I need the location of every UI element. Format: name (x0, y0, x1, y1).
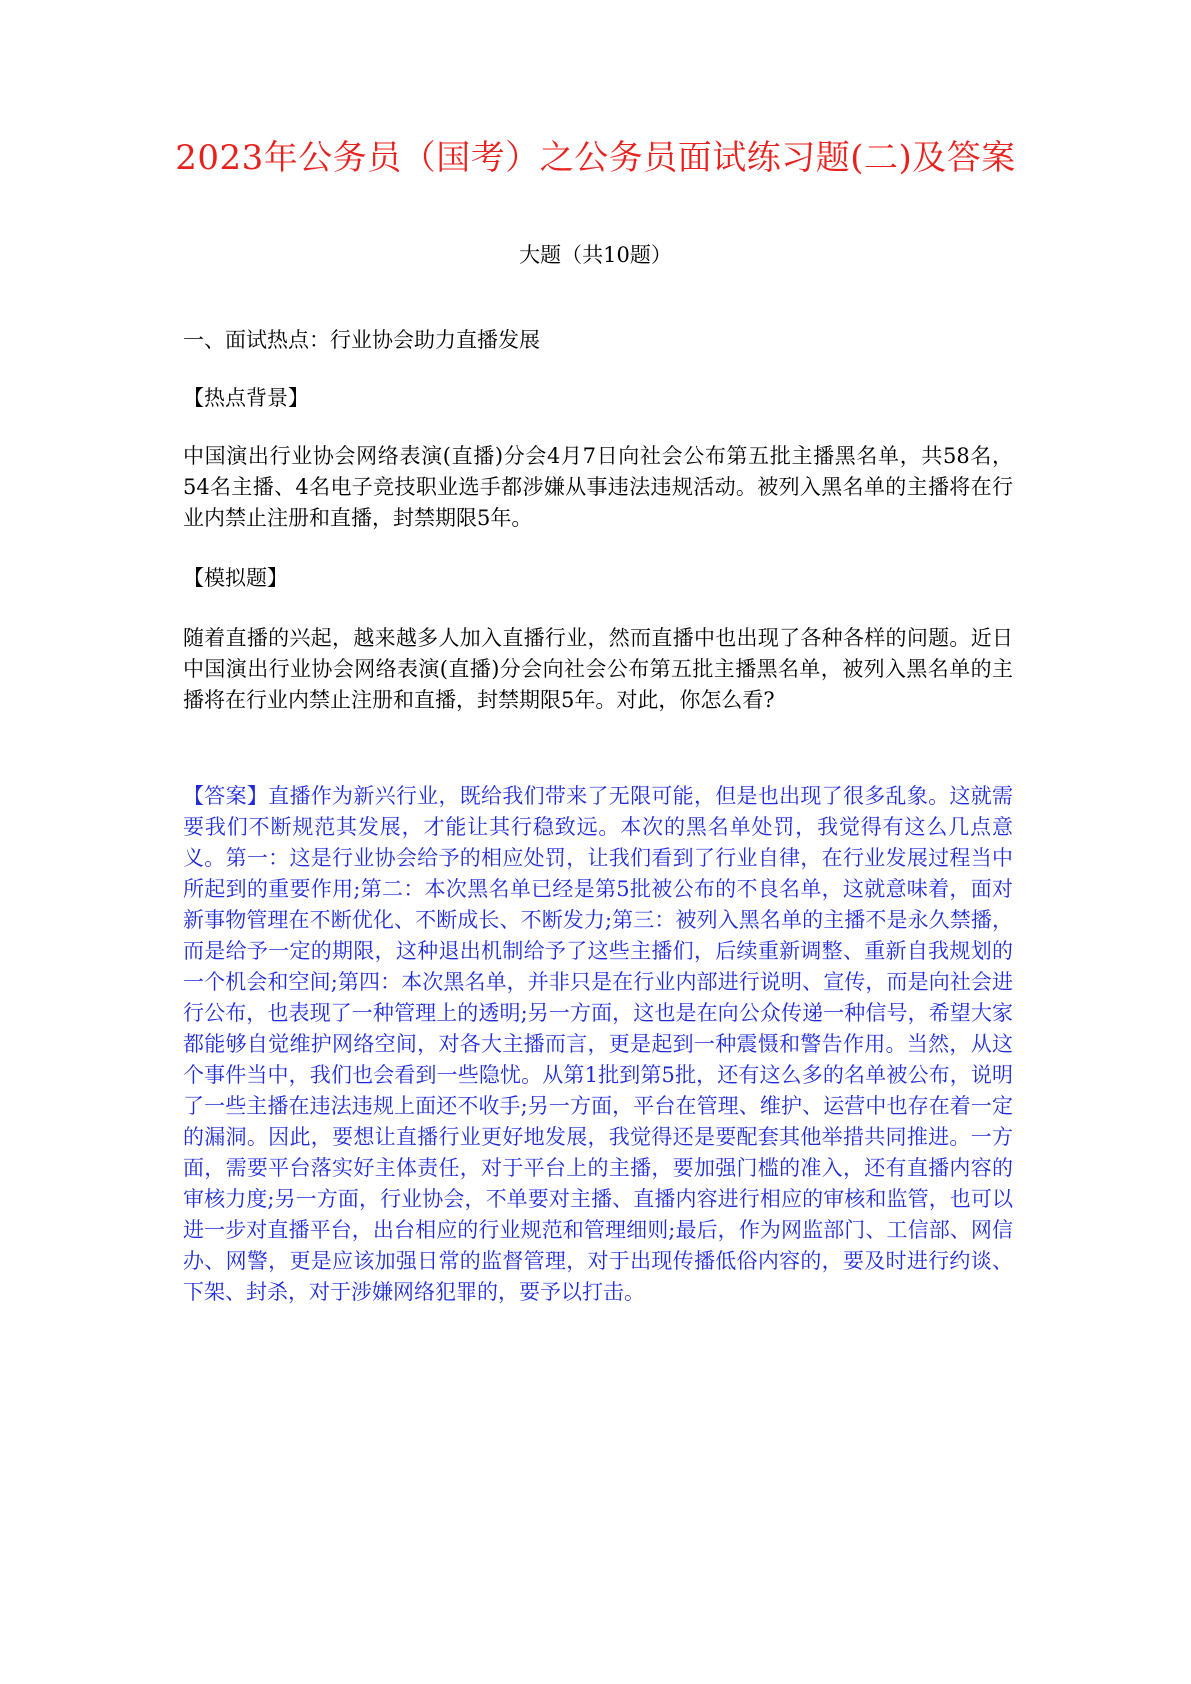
background-text: 中国演出行业协会网络表演(直播)分会4月7日向社会公布第五批主播黑名单，共58名，54名主播、4名电子竞技职业选手都涉嫌从事违法违规活动。被列入黑名单的主播将在行业内禁止注册和直播，封禁期限5年。 (183, 444, 1013, 530)
answer-text: 【答案】直播作为新兴行业，既给我们带来了无限可能，但是也出现了很多乱象。这就需要我们不断规范其发展，才能让其行稳致远。本次的黑名单处罚，我觉得有这么几点意义。第一：这是行业协会给予的相应处罚，让我们看到了行业自律，在行业发展过程当中所起到的重要作用;第二：本次黑名单已经是第5批被公布的不良名单，这就意味着，面对新事物管理在不断优化、不断成长、不断发力;第三：被列入黑名单的主播不是永久禁播，而是给予一定的期限，这种退出机制给予了这些主播们，后续重新调整、重新自我规划的一个机会和空间;第四：本次黑名单，并非只是在行业内部进行说明、宣传，而是向社会进行公布，也表现了一种管理上的透明;另一方面，这也是在向公众传递一种信号，希望大家都能够自觉维护网络空间，对各大主播而言，更是起到一种震慑和警告作用。当然，从这个事件当中，我们也会看到一些隐忧。从第1批到第5批，还有这么多的名单被公布，说明了一些主播在违法违规上面还不收手;另一方面，平台在管理、维护、运营中也存在着一定的漏洞。因此，要想让直播行业更好地发展，我觉得还是要配套其他举措共同推进。一方面，需要平台落实好主体责任，对于平台上的主播，要加强门槛的准入，还有直播内容的审核力度;另一方面，行业协会，不单要对主播、直播内容进行相应的审核和监管，也可以进一步对直播平台，出台相应的行业规范和管理细则;最后，作为网监部门、工信部、网信办、网警，更是应该加强日常的监督管理，对于出现传播低俗内容的，要及时进行约谈、下架、封杀，对于涉嫌网络犯罪的，要予以打击。 (183, 784, 1013, 1304)
background-label: 【热点背景】 (183, 386, 309, 410)
simulation-label: 【模拟题】 (183, 566, 288, 590)
document-title: 2023年公务员（国考）之公务员面试练习题(二)及答案 (175, 138, 1016, 178)
section-header: 大题（共10题） (519, 243, 672, 267)
simulation-text: 随着直播的兴起，越来越多人加入直播行业，然而直播中也出现了各种各样的问题。近日中国演出行业协会网络表演(直播)分会向社会公布第五批主播黑名单，被列入黑名单的主播将在行业内禁止注册和直播，封禁期限5年。对此，你怎么看? (183, 626, 1013, 712)
question-heading: 一、面试热点：行业协会助力直播发展 (183, 328, 540, 352)
